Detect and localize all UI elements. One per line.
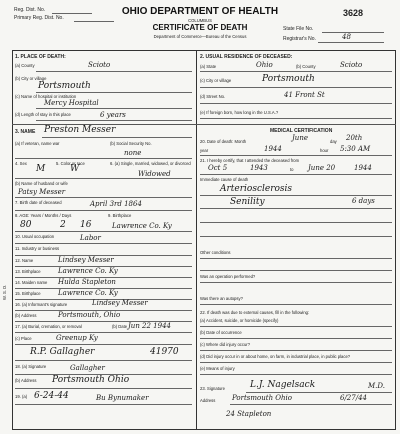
usual-residence-label: 2. USUAL RESIDENCE OF DECEASED: [200,54,293,60]
res-county-label: (b) County [296,64,316,69]
date-of-death-label: 20. Date of death: Month [200,139,247,144]
physician-title: M.D. [368,382,385,390]
stay-label: (d) Length of stay in this place [15,112,71,117]
occupation-label: 10. Usual occupation [15,234,55,239]
occupation-value: Labor [80,234,101,242]
county-value: Scioto [88,61,111,69]
hospital-label: (c) Name of hospital or institution [15,94,77,99]
father-value: Lindsey Messer [58,256,114,264]
form-title: OHIO DEPARTMENT OF HEALTH [121,6,279,17]
filed-date: 6-24-44 [34,391,69,401]
physician-signature-label: 23. Signature [200,386,225,391]
other-conditions-label: Other conditions [200,250,231,255]
margin-mark: W. S. D. [2,284,7,300]
color-label: 5. Color or race [56,161,85,166]
age-years: 80 [20,220,32,230]
burial-date-label: (b) Date [112,324,128,329]
funeral-signature: R.P. Gallagher [30,347,95,357]
state-file-label: State File No. [283,26,314,32]
death-month: June [292,134,308,142]
place-of-death-label: 1. PLACE OF DEATH: [15,54,66,60]
filed-label: 19. (a) [15,394,28,399]
funeral-number: 41970 [150,347,179,357]
street-label: (d) Street No. [200,94,226,99]
burial-date-value: Jun 22 1944 [128,322,171,330]
cause-duration: 6 days [352,197,375,205]
informant-label: 16. (a) Informant's signature [15,302,68,307]
medical-cert-label: MEDICAL CERTIFICATION [270,128,333,134]
attended-to-label: to [290,167,294,172]
physician-signature: L.J. Nagelsack [250,380,316,390]
ssn-label: (b) Social Security No. [110,141,152,146]
injury-date-label: (b) Date of occurrence [200,330,242,335]
injury-where-label: (c) Where did injury occur? [200,342,251,347]
marital-label: 6. (a) Single, married, widowed, or divorced [110,161,191,166]
registrars-label: Registrar's No. [283,36,316,42]
father-label: 12. Name [15,258,34,263]
accident-label: (a) Accident, suicide, or homicide (specify) [200,318,279,323]
death-year-label: year [200,148,209,153]
birth-label: 7. Birth date of deceased [15,200,62,205]
street-value: 41 Front St [284,91,325,99]
attended-to-year: 1944 [354,164,372,172]
age-days: 16 [80,220,92,230]
attended-to: June 20 [308,164,336,172]
death-year: 1944 [264,145,282,153]
res-city-label: (c) City or village [200,78,232,83]
mother-value: Hulda Stapleton [58,278,116,286]
director-label: 18. (a) Signature [15,364,47,369]
ssn-value: none [124,149,142,157]
cause-label: Immediate cause of death [200,177,249,182]
director-addr-value: Portsmouth Ohio [52,375,130,385]
spouse-value: Patsy Messer [18,188,66,196]
certify-label: 21. I hereby certify, that I attended the deceased from [200,158,300,163]
mother-label: 14. Maiden name [15,280,48,285]
physician-address-label: Address [200,398,216,403]
physician-date: 6/27/44 [340,394,367,402]
death-day-label: day [330,139,337,144]
age-label: 8. AGE: Years / Months / Days [15,213,72,218]
form-border [12,50,396,430]
spouse-label: (b) Name of husband or wife [15,181,68,186]
dept-line: Department of Commerce—Bureau of the Census [153,34,247,39]
registrars-no: 48 [342,33,351,41]
certificate-number-stamp: 3628 [343,8,364,18]
color-value: W [70,164,80,174]
birthplace-label: 9. Birthplace [108,213,132,218]
reg-dist-label: Reg. Dist. No. [14,7,46,13]
state-value: Ohio [256,61,273,69]
father-bp-label: 13. Birthplace [15,269,41,274]
foreign-label: (e) If foreign born, how long in the U.S.A.? [200,110,279,115]
city-value: Portsmouth [38,81,91,91]
cause-secondary: Senility [230,197,265,207]
marital-value: Widowed [138,170,171,178]
birthplace-value: Lawrence Co. Ky [112,222,172,230]
primary-reg-label: Primary Reg. Dist. No. [14,15,64,21]
attended-from: Oct 5 [208,164,228,172]
sex-value: M [36,164,46,174]
injury-means-label: (e) Means of injury [200,366,235,371]
physician-address: Portsmouth Ohio [232,394,292,402]
sex-label: 4. Sex [15,161,27,166]
registrar-signature: Bu Bynumaker [96,394,149,402]
res-county-value: Scioto [340,61,363,69]
death-hour-label: hour [320,148,329,153]
mother-bp-value: Lawrence Co. Ky [58,289,118,297]
burial-label: 17. (a) Burial, cremation, or removal [15,324,82,329]
mother-bp-label: 15. Birthplace [15,291,41,296]
res-city-value: Portsmouth [262,74,315,84]
stay-value: 6 years [100,111,126,119]
burial-place-value: Greenup Ky [56,334,98,342]
autopsy-label: Was there an autopsy? [200,296,243,301]
deceased-name: Preston Messer [44,125,116,135]
name-label: 3. NAME [15,129,36,135]
form-subtitle: COLUMBUS [188,18,212,23]
director-addr-label: (b) Address [15,378,37,383]
county-label: (a) County [15,63,35,68]
certificate-title: CERTIFICATE OF DEATH [152,23,248,32]
bottom-note: 24 Stapleton [226,410,272,418]
cause-primary: Arteriosclerosis [220,184,293,194]
industry-label: 11. Industry or business [15,246,60,251]
external-causes-label: 22. If death was due to external causes, fill in the following: [200,310,310,315]
informant-value: Lindsey Messer [92,299,148,307]
injury-place-label: (d) Did injury occur in or about home, on farm, in industrial place, in public place? [200,354,351,359]
operation-label: Was an operation performed? [200,274,256,279]
informant-addr-label: (b) Address [15,313,37,318]
state-label: (a) State [200,64,217,69]
burial-place-label: (c) Place [15,336,32,341]
director-value: Gallagher [70,364,105,372]
veteran-label: (a) If veteran, name war [15,141,60,146]
informant-addr-value: Portsmouth, Ohio [58,311,121,319]
attended-from-year: 1943 [250,164,268,172]
death-day: 20th [346,134,363,142]
birth-value: April 3rd 1864 [90,200,142,208]
column-divider [196,50,197,430]
hospital-value: Mercy Hospital [44,99,99,107]
death-hour: 5:30 AM [340,145,371,153]
age-months: 2 [60,220,66,230]
city-label: (b) City or village [15,76,47,81]
father-bp-value: Lawrence Co. Ky [58,267,118,275]
